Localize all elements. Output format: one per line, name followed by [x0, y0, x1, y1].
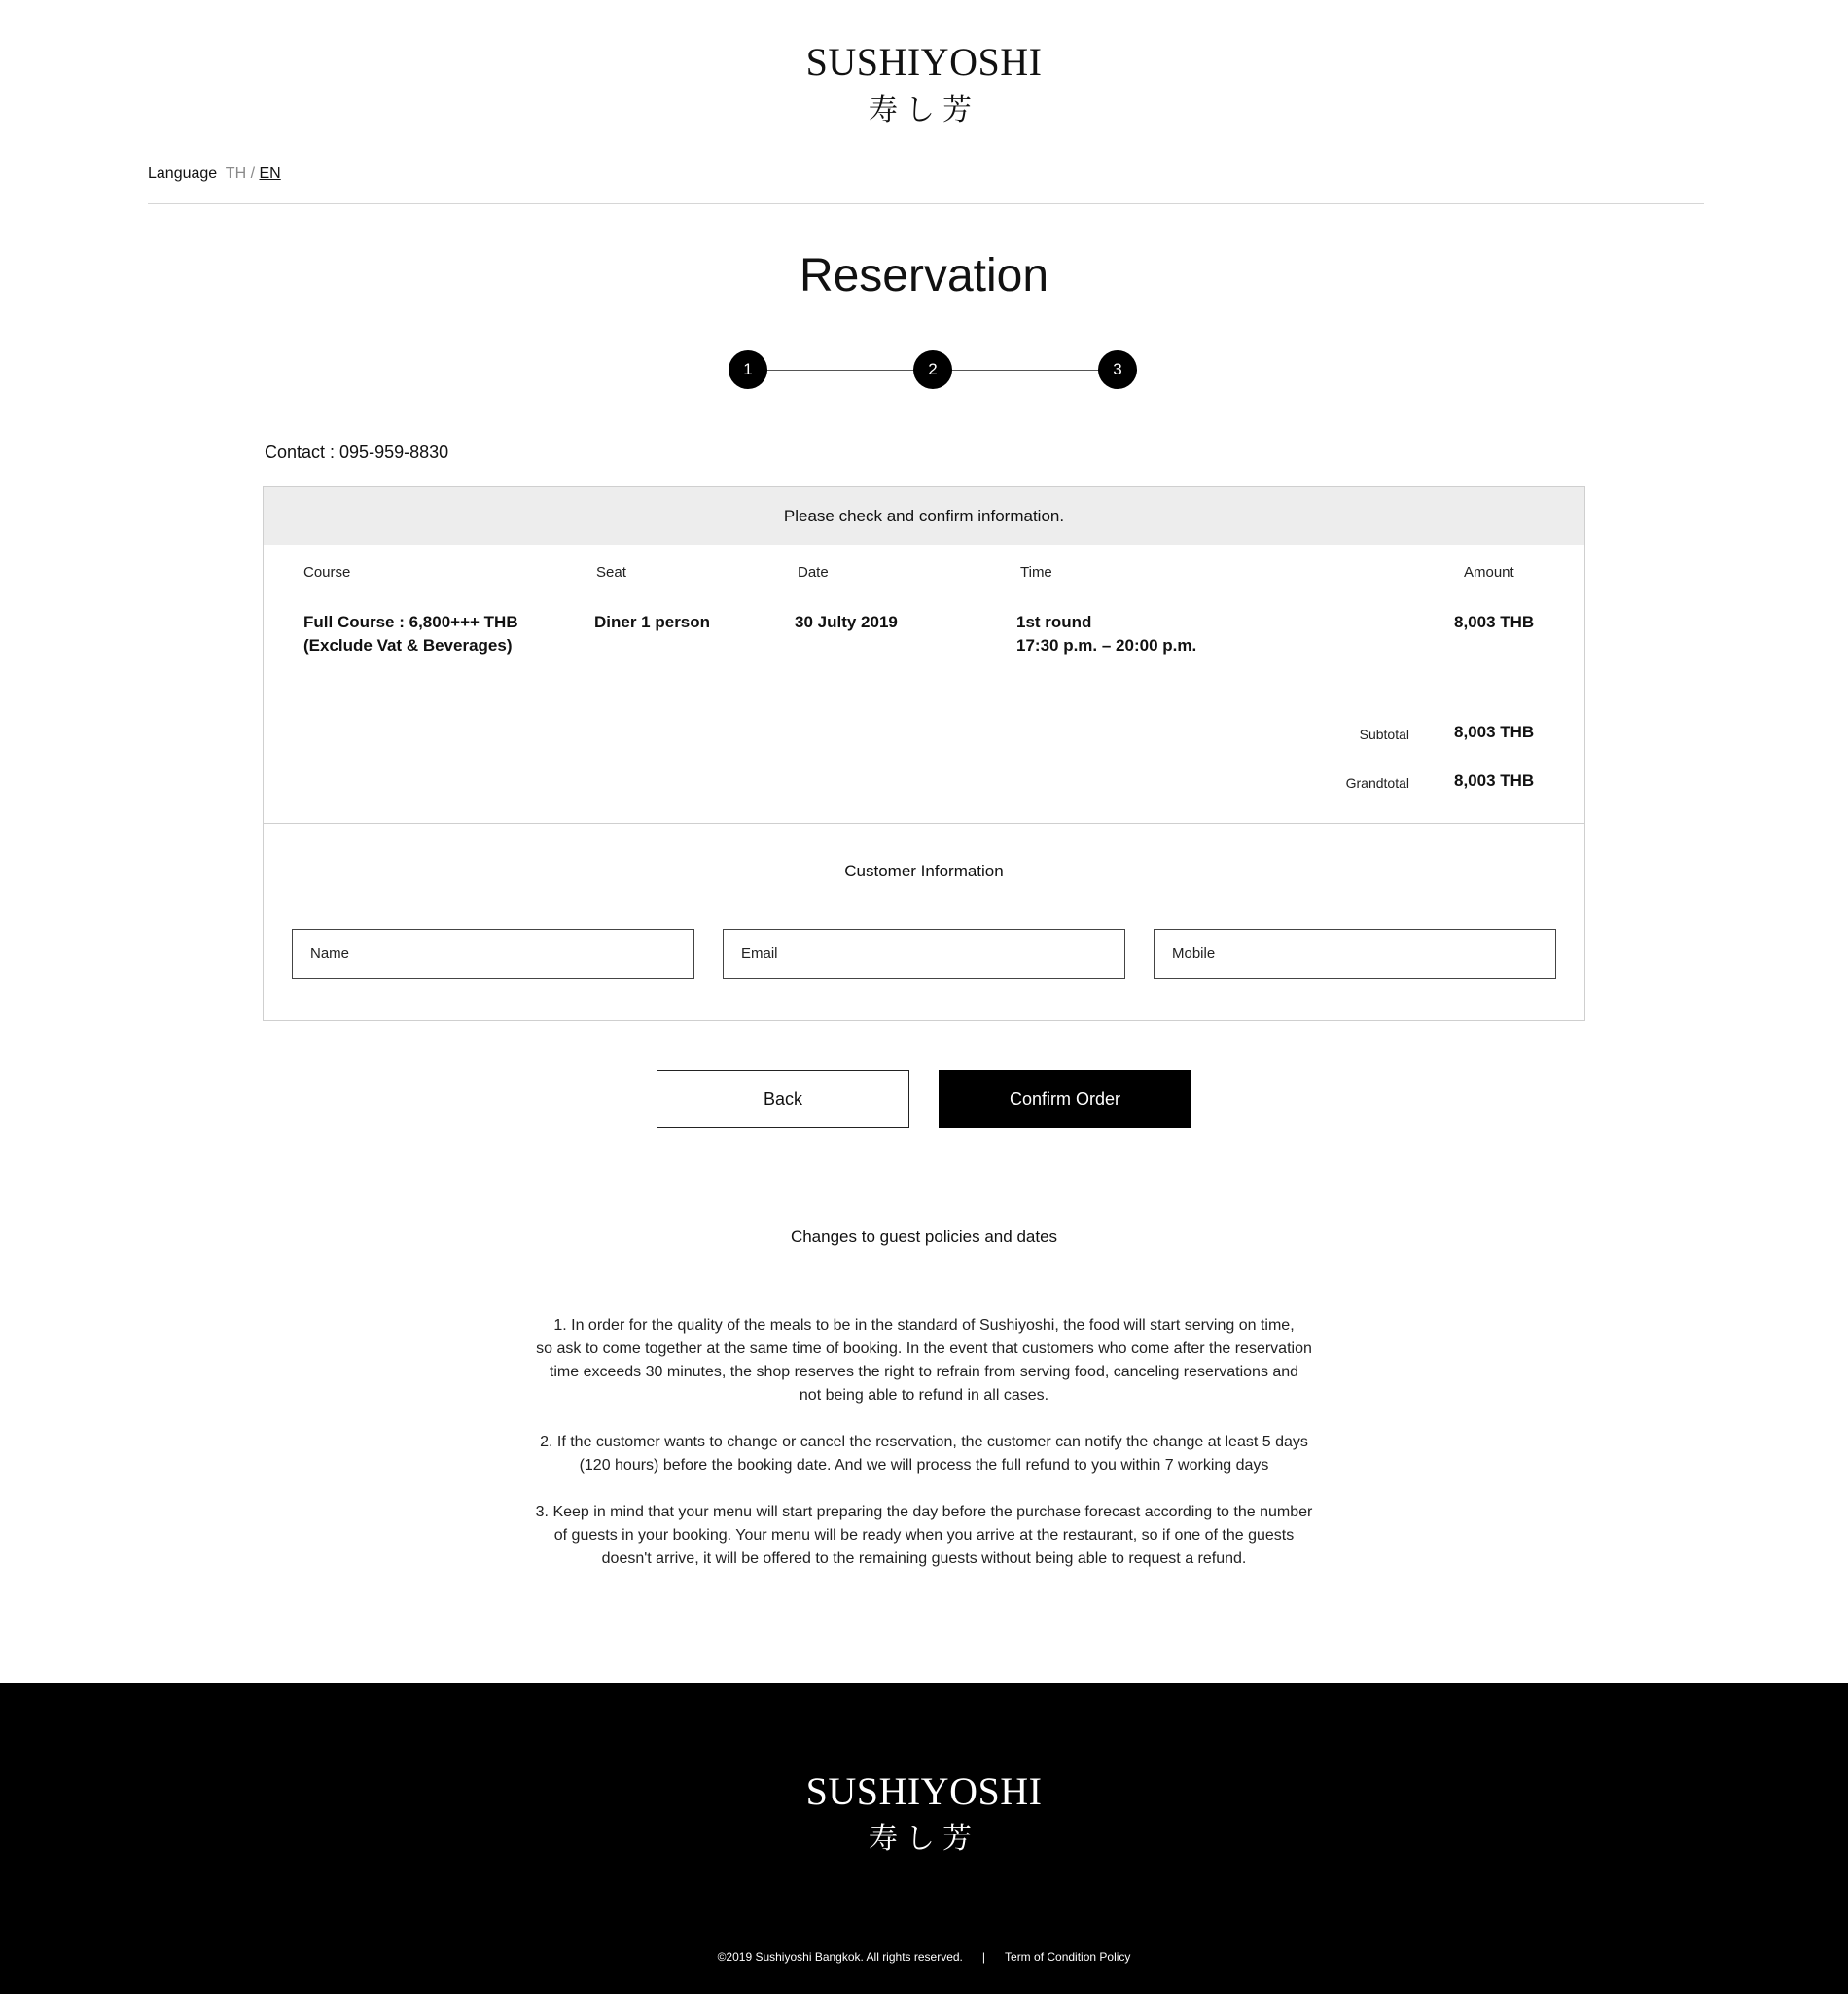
stepper-line-1	[767, 370, 915, 371]
policy-2-line: (120 hours) before the booking date. And we will process the full refund to you within 7 working days	[579, 1457, 1269, 1474]
header-logo-text[interactable]: SUSHIYOSHI	[805, 40, 1043, 84]
col-header-time: Time	[1020, 564, 1052, 581]
terms-link[interactable]: Term of Condition Policy	[1005, 1950, 1131, 1964]
header-logo-kanji: 寿し芳	[869, 93, 979, 127]
cell-time	[1016, 611, 1196, 658]
policy-1-line: time exceeds 30 minutes, the shop reserves the right to refrain from serving food, canceling reservations and	[549, 1364, 1299, 1380]
step-2: 2	[913, 350, 952, 389]
policy-1	[438, 1314, 1410, 1407]
step-3: 3	[1098, 350, 1137, 389]
customer-info-heading: Customer Information	[844, 862, 1004, 880]
cell-time-line1: 1st round	[1016, 613, 1092, 631]
col-header-course: Course	[303, 564, 351, 581]
cell-date: 30 Julty 2019	[795, 613, 898, 631]
policy-1-line: so ask to come together at the same time of booking. In the event that customers who come after the reservation	[536, 1340, 1312, 1357]
footer-separator: |	[981, 1950, 986, 1964]
cell-amount: 8,003 THB	[1454, 613, 1535, 631]
language-switcher	[148, 165, 281, 183]
confirm-order-button[interactable]: Confirm Order	[939, 1070, 1191, 1128]
cell-seat: Diner 1 person	[594, 613, 711, 631]
policy-3-line: of guests in your booking. Your menu will be ready when you arrive at the restaurant, so if one of the guests	[553, 1527, 1295, 1544]
footer	[0, 1683, 1848, 1994]
language-option-th[interactable]: TH	[225, 165, 247, 182]
grandtotal-label: Grandtotal	[1345, 775, 1409, 791]
footer-legal	[0, 1950, 1848, 1964]
header-divider	[148, 203, 1704, 204]
step-1: 1	[729, 350, 767, 389]
subtotal-value: 8,003 THB	[1454, 723, 1535, 741]
footer-logo-kanji: 寿し芳	[869, 1822, 979, 1856]
confirm-panel-heading: Please check and confirm information.	[783, 506, 1065, 525]
cell-course-line1: Full Course : 6,800+++ THB	[303, 613, 518, 631]
page-title: Reservation	[799, 250, 1049, 302]
col-header-seat: Seat	[596, 564, 626, 581]
language-label: Language	[148, 165, 218, 182]
language-separator: /	[250, 165, 256, 182]
policy-3	[438, 1501, 1410, 1571]
col-header-date: Date	[798, 564, 829, 581]
mobile-field[interactable]	[1154, 929, 1556, 979]
language-option-en[interactable]: EN	[259, 165, 281, 182]
stepper-line-2	[952, 370, 1100, 371]
name-field[interactable]	[292, 929, 694, 979]
policy-3-line: doesn't arrive, it will be offered to the remaining guests without being able to request a refund.	[601, 1550, 1247, 1567]
back-button[interactable]: Back	[657, 1070, 909, 1128]
policy-2	[438, 1431, 1410, 1478]
col-header-amount: Amount	[1464, 564, 1514, 581]
policy-3-line: 3. Keep in mind that your menu will start preparing the day before the purchase forecast according to the number	[535, 1504, 1313, 1520]
policies-title: Changes to guest policies and dates	[790, 1228, 1058, 1246]
contact-info: Contact : 095-959-8830	[265, 443, 449, 462]
copyright-text: ©2019 Sushiyoshi Bangkok. All rights reserved.	[717, 1950, 963, 1964]
confirm-panel	[263, 486, 1585, 1021]
cell-course	[303, 611, 518, 658]
confirm-panel-header	[264, 487, 1584, 545]
policy-1-line: not being able to refund in all cases.	[799, 1387, 1049, 1404]
subtotal-label: Subtotal	[1359, 727, 1409, 742]
cell-course-line2: (Exclude Vat & Beverages)	[303, 636, 513, 655]
policy-1-line: 1. In order for the quality of the meals to be in the standard of Sushiyoshi, the food will start serving on time,	[553, 1317, 1295, 1334]
panel-divider	[264, 823, 1584, 824]
policy-2-line: 2. If the customer wants to change or cancel the reservation, the customer can notify the change at least 5 days	[540, 1434, 1308, 1450]
cell-time-line2: 17:30 p.m. – 20:00 p.m.	[1016, 636, 1197, 655]
footer-logo-text[interactable]: SUSHIYOSHI	[805, 1769, 1043, 1813]
email-field[interactable]	[723, 929, 1125, 979]
grandtotal-value: 8,003 THB	[1454, 771, 1535, 790]
